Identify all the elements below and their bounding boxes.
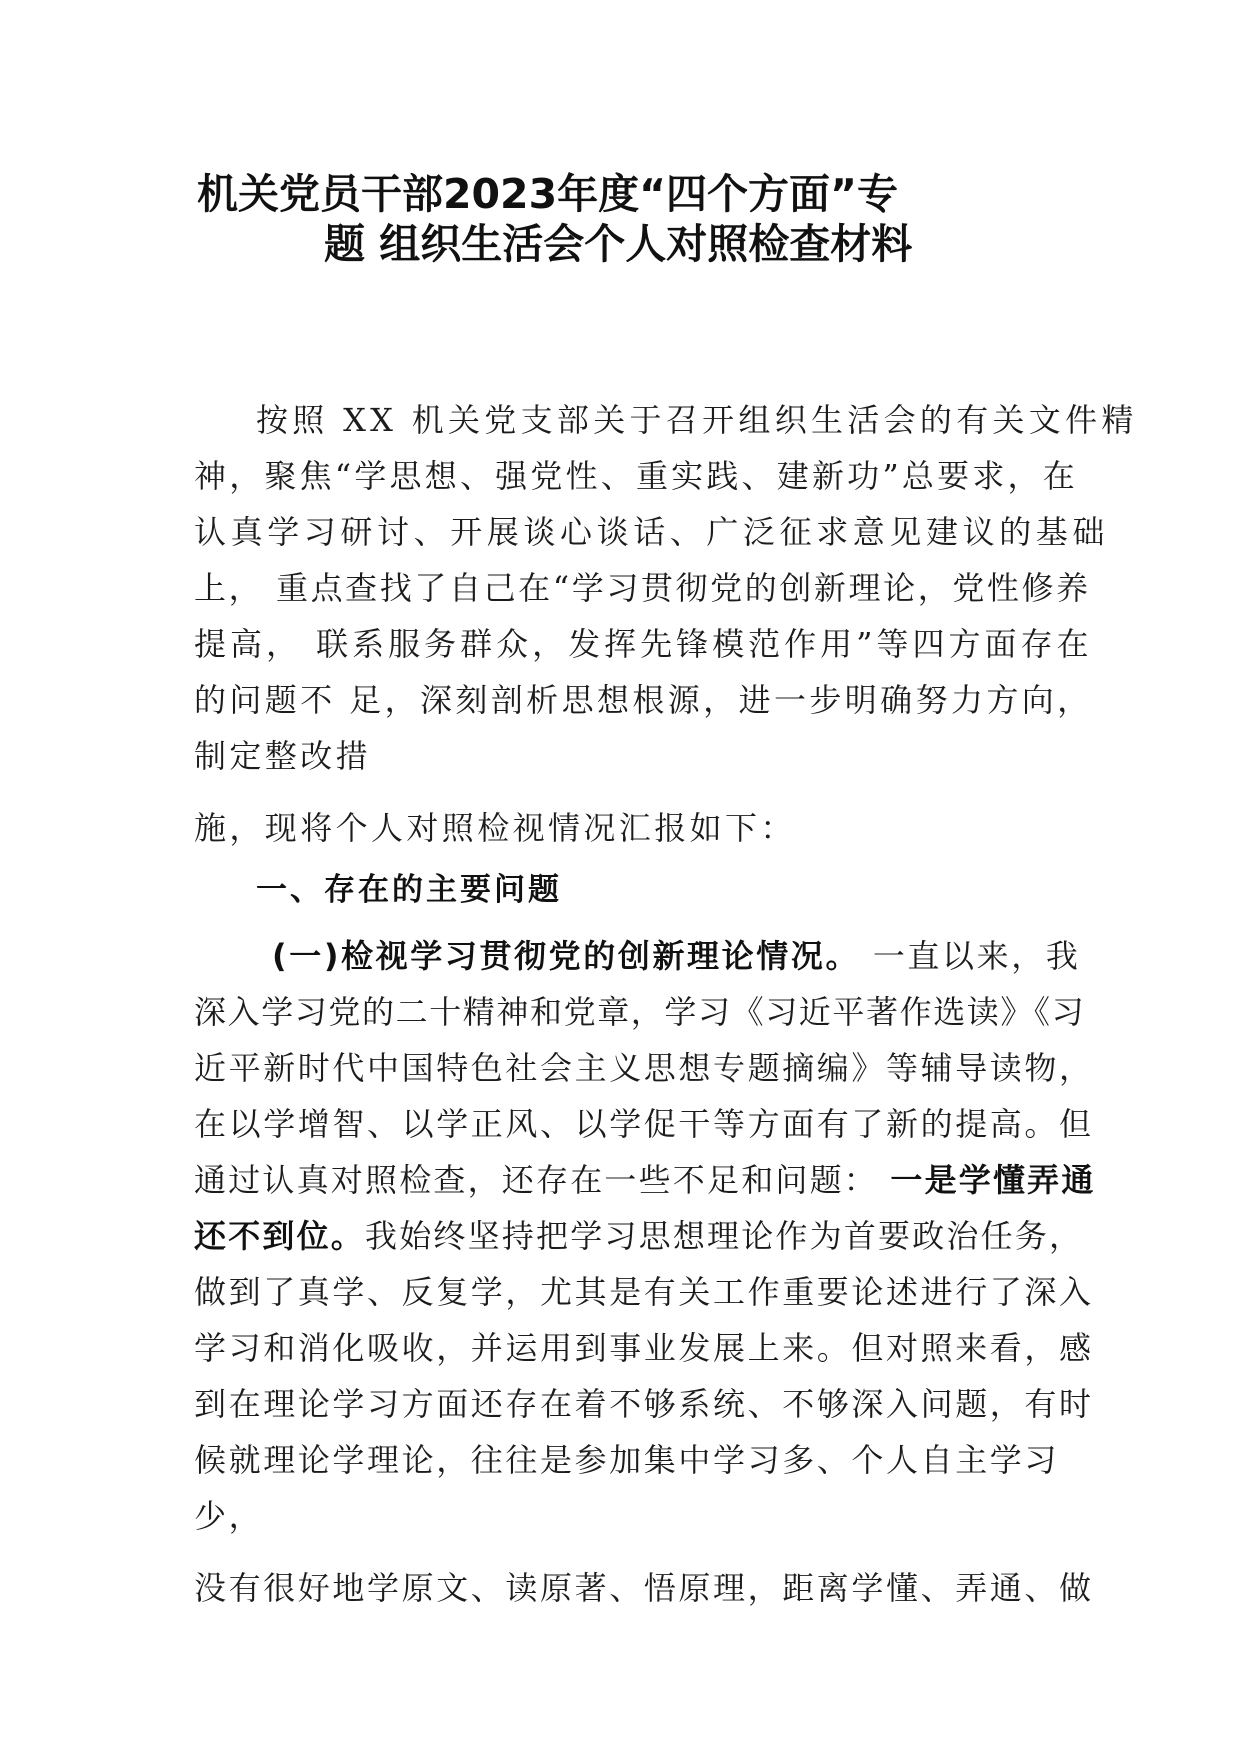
subsection-first-line [272,934,1080,978]
body-line: 候就理论学理论，往往是参加集中学习多、个人自主学习 [194,1441,1060,1479]
document-title-line-1: 机关党员干部2023年度“四个方面”专 [197,170,899,218]
intro-line: 制定整改措 [194,737,372,775]
body-line: 做到了真学、反复学，尤其是有关工作重要论述进行了深入 [194,1273,1094,1311]
body-line: 近平新时代中国特色社会主义思想专题摘编》等辅导读物， [194,1049,1094,1087]
body-line [194,1214,1083,1258]
intro-line: 按照 XX 机关党支部关于召开组织生活会的有关文件精 [256,401,1138,439]
intro-line: 提高， 联系服务群众，发挥先锋模范作用”等四方面存在 [194,625,1093,663]
subsection-line-tail: 一直以来，我 [860,937,1081,975]
body-line: 到在理论学习方面还存在着不够系统、不够深入问题，有时 [194,1385,1094,1423]
body-line-head: 通过认真对照检查，还存在一些不足和问题： [194,1161,891,1199]
body-line: 在以学增智、以学正风、以学促干等方面有了新的提高。但 [194,1105,1094,1143]
intro-line: 施，现将个人对照检视情况汇报如下： [194,809,796,847]
body-line-tail: 我始终坚持把学习思想理论作为首要政治任务， [365,1217,1084,1255]
body-line [194,1158,1096,1202]
intro-line: 上， 重点查找了自己在“学习贯彻党的创新理论，党性修养 [194,569,1091,607]
intro-line: 神，聚焦“学思想、强党性、重实践、建新功”总要求，在 [194,457,1078,495]
body-line: 深入学习党的二十精神和党章，学习《习近平著作选读》《习 [194,993,1086,1031]
point-label-part-b: 还不到位。 [194,1217,366,1255]
document-title-line-2: 题 组织生活会个人对照检查材料 [324,220,913,268]
intro-line: 认真学习研讨、开展谈心谈话、广泛征求意见建议的基础 [194,513,1110,551]
subsection-heading: (一)检视学习贯彻党的创新理论情况。 [272,937,861,975]
body-line: 学习和消化吸收，并运用到事业发展上来。但对照来看，感 [194,1329,1094,1367]
body-line: 没有很好地学原文、读原著、悟原理，距离学懂、弄通、做 [194,1569,1094,1607]
intro-line: 的问题不 足，深刻剖析思想根源，进一步明确努力方向， [194,681,1093,719]
body-line: 少， [194,1497,264,1535]
section-heading: 一、存在的主要问题 [256,872,562,908]
point-label-part-a: 一是学懂弄通 [890,1161,1096,1199]
